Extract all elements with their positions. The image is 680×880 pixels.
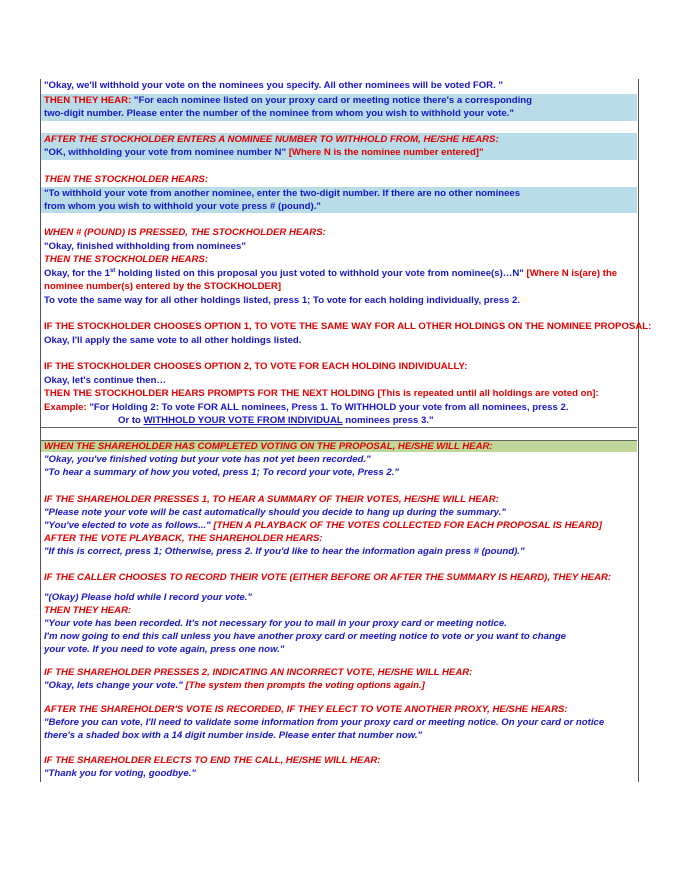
text-line: "Your vote has been recorded. It's not necessary for you to mail in your proxy card or meeting notice.: [44, 618, 507, 629]
text-line: "To withhold your vote from another nominee, enter the two-digit number. If there are no other nominees: [44, 188, 521, 199]
section-heading: THEN THEY HEAR:: [44, 605, 132, 616]
text-line: [Where N is(are) the: [523, 268, 618, 279]
text-line: Okay, let's continue then…: [44, 375, 167, 386]
section-heading: THEN THE STOCKHOLDER HEARS:: [44, 174, 208, 185]
text-line: [Where N is the nominee number entered]": [286, 147, 484, 158]
section-heading: THEN THE STOCKHOLDER HEARS:: [44, 254, 208, 265]
section-heading: AFTER THE STOCKHOLDER ENTERS A NOMINEE NUMBER TO WITHHOLD FROM, HE/SHE HEARS:: [44, 134, 499, 145]
text-line: To vote the same way for all other holdings listed, press 1; To vote for each holding individually, press 2.: [44, 295, 521, 306]
section-heading: IF THE SHAREHOLDER ELECTS TO END THE CALL, HE/SHE WILL HEAR:: [44, 755, 381, 766]
text-line: Okay, I'll apply the same vote to all other holdings listed.: [44, 335, 302, 346]
text-line: THEN THEY HEAR:: [44, 95, 134, 106]
section-heading: IF THE SHAREHOLDER PRESSES 1, TO HEAR A SUMMARY OF THEIR VOTES, HE/SHE WILL HEAR:: [44, 494, 499, 505]
text-line: there's a shaded box with a 14 digit number inside. Please enter that number now.": [44, 730, 423, 741]
section-heading: WHEN THE SHAREHOLDER HAS COMPLETED VOTING ON THE PROPOSAL, HE/SHE WILL HEAR:: [44, 441, 493, 452]
section-heading: IF THE STOCKHOLDER CHOOSES OPTION 2, TO VOTE FOR EACH HOLDING INDIVIDUALLY:: [44, 361, 468, 372]
text-line: holding listed on this proposal you just voted to withhold your vote from nominee(s)…N": [115, 268, 524, 279]
text-line: "Okay, you've finished voting but your vote has not yet been recorded.": [44, 454, 371, 465]
section-heading: THEN THE STOCKHOLDER HEARS PROMPTS FOR THE NEXT HOLDING [This is repeated until all holdings are voted on]:: [44, 388, 599, 399]
text-line: [44, 147, 636, 159]
text-line: "Before you can vote, I'll need to validate some information from your proxy card or meeting notice. On your card or notice: [44, 717, 605, 728]
text-line: "For Holding 2: To vote FOR ALL nominees, Press 1. To WITHHOLD your vote from all nominees, press 2.: [86, 402, 569, 413]
text-line: [44, 680, 636, 692]
text-line: [THEN A PLAYBACK OF THE VOTES COLLECTED FOR EACH PROPOSAL IS HEARD]: [210, 520, 602, 531]
text-line: "OK, withholding your vote from nominee number N": [44, 147, 287, 158]
text-line: "You've elected to vote as follows...": [44, 520, 211, 531]
text-line: [44, 95, 636, 107]
superscript: st: [109, 267, 116, 274]
text-line: from whom you wish to withhold your vote press # (pound).": [44, 201, 321, 212]
text-line: WITHHOLD YOUR VOTE FROM INDIVIDUAL: [143, 415, 343, 426]
text-line: nominee number(s) entered by the STOCKHOLDER]: [44, 281, 282, 292]
text-line: [118, 415, 618, 427]
text-line: Example:: [44, 402, 87, 413]
section-heading: IF THE STOCKHOLDER CHOOSES OPTION 1, TO VOTE THE SAME WAY FOR ALL OTHER HOLDINGS ON THE NOMINEE PROPOSAL:: [44, 321, 652, 332]
text-line: two-digit number. Please enter the number of the nominee from whom you wish to withhold your vote.": [44, 108, 514, 119]
text-line: [44, 268, 636, 280]
text-line: [The system then prompts the voting options again.]: [182, 680, 425, 691]
text-line: "Okay, we'll withhold your vote on the nominees you specify. All other nominees will be voted FOR. ": [44, 80, 503, 91]
text-line: "Thank you for voting, goodbye.": [44, 768, 196, 779]
text-line: "To hear a summary of how you voted, press 1; To record your vote, Press 2.": [44, 467, 399, 478]
text-line: [44, 402, 636, 414]
text-line: Or to: [118, 415, 144, 426]
text-line: "If this is correct, press 1; Otherwise, press 2. If you'd like to hear the information again press # (pound).": [44, 546, 525, 557]
text-line: "(Okay) Please hold while I record your vote.": [44, 592, 252, 603]
divider: [41, 427, 637, 428]
text-line: [44, 520, 636, 532]
text-line: nominees press 3.": [342, 415, 434, 426]
text-line: your vote. If you need to vote again, press one now.": [44, 644, 285, 655]
text-line: Okay, for the 1: [44, 268, 110, 279]
text-line: "Okay, lets change your vote.": [44, 680, 183, 691]
text-line: "For each nominee listed on your proxy card or meeting notice there's a corresponding: [133, 95, 533, 106]
section-heading: AFTER THE VOTE PLAYBACK, THE SHAREHOLDER HEARS:: [44, 533, 323, 544]
text-line: "Please note your vote will be cast automatically should you decide to hang up during the summary.": [44, 507, 506, 518]
section-heading: WHEN # (POUND) IS PRESSED, THE STOCKHOLDER HEARS:: [44, 227, 326, 238]
section-heading: IF THE CALLER CHOOSES TO RECORD THEIR VOTE (EITHER BEFORE OR AFTER THE SUMMARY IS HEARD), THEY HEAR:: [44, 572, 612, 583]
text-line: "Okay, finished withholding from nominees": [44, 241, 246, 252]
section-heading: AFTER THE SHAREHOLDER'S VOTE IS RECORDED, IF THEY ELECT TO VOTE ANOTHER PROXY, HE/SHE HEARS:: [44, 704, 568, 715]
text-line: I'm now going to end this call unless you have another proxy card or meeting notice to vote or you want to change: [44, 631, 567, 642]
section-heading: IF THE SHAREHOLDER PRESSES 2, INDICATING AN INCORRECT VOTE, HE/SHE WILL HEAR:: [44, 667, 473, 678]
